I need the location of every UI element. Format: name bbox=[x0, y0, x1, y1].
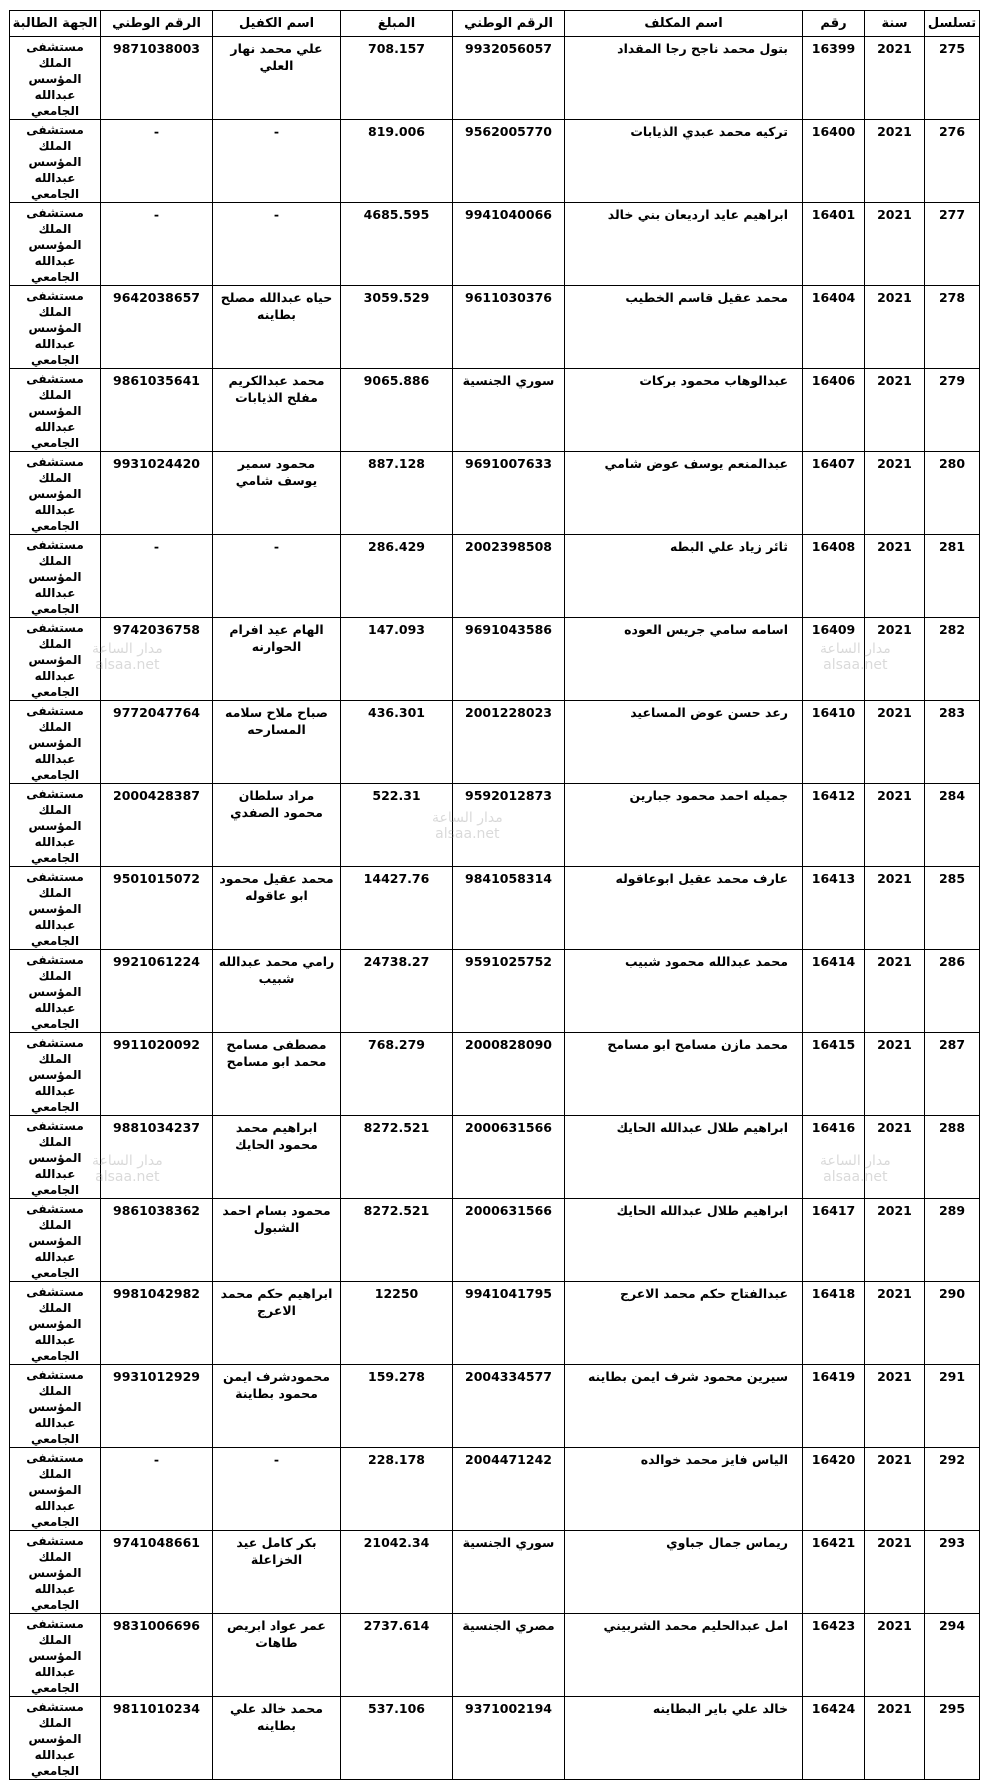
cell-guarantor-id: - bbox=[101, 535, 213, 618]
table-row bbox=[10, 120, 980, 203]
cell-guarantor-id: - bbox=[101, 120, 213, 203]
cell-guarantor-id: 9881034237 bbox=[101, 1116, 213, 1199]
cell-year: 2021 bbox=[865, 203, 925, 286]
cell-seq: 277 bbox=[925, 203, 980, 286]
cell-claimant: مستشفى الملك المؤسس عبدالله الجامعي bbox=[10, 1614, 101, 1697]
cell-amount: 14427.76 bbox=[341, 867, 453, 950]
cell-year: 2021 bbox=[865, 120, 925, 203]
cell-guarantor-name: الهام عيد افرام الحوارنه bbox=[213, 618, 341, 701]
cell-amount: 2737.614 bbox=[341, 1614, 453, 1697]
cell-year: 2021 bbox=[865, 618, 925, 701]
cell-number: 16423 bbox=[803, 1614, 865, 1697]
cell-seq: 283 bbox=[925, 701, 980, 784]
cell-national-id: 9371002194 bbox=[453, 1697, 565, 1780]
cell-taxpayer-name: ريماس جمال جباوي bbox=[565, 1531, 803, 1614]
cell-number: 16418 bbox=[803, 1282, 865, 1365]
cell-guarantor-name: ابراهيم حكم محمد الاعرج bbox=[213, 1282, 341, 1365]
cell-national-id: 9591025752 bbox=[453, 950, 565, 1033]
cell-taxpayer-name: عبدالمنعم يوسف عوض شامي bbox=[565, 452, 803, 535]
cell-national-id: 9611030376 bbox=[453, 286, 565, 369]
cell-claimant: مستشفى الملك المؤسس عبدالله الجامعي bbox=[10, 1282, 101, 1365]
cell-taxpayer-name: ابراهيم طلال عبدالله الحايك bbox=[565, 1116, 803, 1199]
cell-amount: 24738.27 bbox=[341, 950, 453, 1033]
table-row bbox=[10, 1199, 980, 1282]
cell-taxpayer-name: بتول محمد ناجح رجا المقداد bbox=[565, 37, 803, 120]
cell-taxpayer-name: محمد عبدالله محمود شبيب bbox=[565, 950, 803, 1033]
cell-claimant: مستشفى الملك المؤسس عبدالله الجامعي bbox=[10, 950, 101, 1033]
cell-guarantor-name: عمر عواد ابريص طاهات bbox=[213, 1614, 341, 1697]
cell-claimant: مستشفى الملك المؤسس عبدالله الجامعي bbox=[10, 203, 101, 286]
cell-guarantor-id: - bbox=[101, 1448, 213, 1531]
cell-amount: 819.006 bbox=[341, 120, 453, 203]
cell-amount: 8272.521 bbox=[341, 1199, 453, 1282]
cell-guarantor-id: 9921061224 bbox=[101, 950, 213, 1033]
cell-guarantor-name: محمد عبدالكريم مفلح الذيابات bbox=[213, 369, 341, 452]
table-header-row bbox=[10, 11, 980, 37]
cell-seq: 287 bbox=[925, 1033, 980, 1116]
cell-national-id: 9841058314 bbox=[453, 867, 565, 950]
cell-amount: 12250 bbox=[341, 1282, 453, 1365]
cell-amount: 768.279 bbox=[341, 1033, 453, 1116]
cell-guarantor-id: 9742036758 bbox=[101, 618, 213, 701]
cell-taxpayer-name: اسامه سامي جريس العوده bbox=[565, 618, 803, 701]
cell-guarantor-name: - bbox=[213, 203, 341, 286]
cell-number: 16400 bbox=[803, 120, 865, 203]
cell-claimant: مستشفى الملك المؤسس عبدالله الجامعي bbox=[10, 120, 101, 203]
cell-national-id: 9691043586 bbox=[453, 618, 565, 701]
cell-claimant: مستشفى الملك المؤسس عبدالله الجامعي bbox=[10, 867, 101, 950]
cell-seq: 275 bbox=[925, 37, 980, 120]
cell-amount: 4685.595 bbox=[341, 203, 453, 286]
cell-guarantor-id: 9831006696 bbox=[101, 1614, 213, 1697]
cell-number: 16407 bbox=[803, 452, 865, 535]
cell-amount: 887.128 bbox=[341, 452, 453, 535]
cell-taxpayer-name: امل عبدالحليم محمد الشربيني bbox=[565, 1614, 803, 1697]
table-body bbox=[10, 37, 980, 1780]
cell-number: 16410 bbox=[803, 701, 865, 784]
cell-amount: 9065.886 bbox=[341, 369, 453, 452]
cell-seq: 278 bbox=[925, 286, 980, 369]
cell-claimant: مستشفى الملك المؤسس عبدالله الجامعي bbox=[10, 1116, 101, 1199]
table-row bbox=[10, 1282, 980, 1365]
table-row bbox=[10, 618, 980, 701]
cell-guarantor-name: رامي محمد عبدالله شبيب bbox=[213, 950, 341, 1033]
header-taxpayer-name: اسم المكلف bbox=[565, 11, 803, 37]
cell-number: 16404 bbox=[803, 286, 865, 369]
cell-claimant: مستشفى الملك المؤسس عبدالله الجامعي bbox=[10, 1365, 101, 1448]
cell-claimant: مستشفى الملك المؤسس عبدالله الجامعي bbox=[10, 701, 101, 784]
table-row bbox=[10, 286, 980, 369]
cell-claimant: مستشفى الملك المؤسس عبدالله الجامعي bbox=[10, 618, 101, 701]
header-amount: المبلغ bbox=[341, 11, 453, 37]
table-row bbox=[10, 37, 980, 120]
cell-year: 2021 bbox=[865, 1199, 925, 1282]
cell-amount: 147.093 bbox=[341, 618, 453, 701]
table-row bbox=[10, 1697, 980, 1780]
cell-number: 16421 bbox=[803, 1531, 865, 1614]
table-row bbox=[10, 701, 980, 784]
watermark: مدار الساعة alsaa.net bbox=[820, 1153, 891, 1185]
header-guarantor-id: الرقم الوطني bbox=[101, 11, 213, 37]
cell-guarantor-id: 9931012929 bbox=[101, 1365, 213, 1448]
watermark: مدار الساعة alsaa.net bbox=[92, 1153, 163, 1185]
cell-national-id: مصري الجنسية bbox=[453, 1614, 565, 1697]
header-seq: تسلسل bbox=[925, 11, 980, 37]
cell-taxpayer-name: عبدالوهاب محمود بركات bbox=[565, 369, 803, 452]
cell-claimant: مستشفى الملك المؤسس عبدالله الجامعي bbox=[10, 1697, 101, 1780]
cell-guarantor-name: محمودشرف ايمن محمود بطاينة bbox=[213, 1365, 341, 1448]
cell-seq: 290 bbox=[925, 1282, 980, 1365]
cell-number: 16413 bbox=[803, 867, 865, 950]
header-year: سنة bbox=[865, 11, 925, 37]
table-row bbox=[10, 452, 980, 535]
cell-number: 16399 bbox=[803, 37, 865, 120]
cell-guarantor-id: 2000428387 bbox=[101, 784, 213, 867]
cell-claimant: مستشفى الملك المؤسس عبدالله الجامعي bbox=[10, 784, 101, 867]
cell-national-id: 9691007633 bbox=[453, 452, 565, 535]
cell-guarantor-name: محمد عقيل محمود ابو عاقوله bbox=[213, 867, 341, 950]
cell-claimant: مستشفى الملك المؤسس عبدالله الجامعي bbox=[10, 286, 101, 369]
cell-guarantor-id: 9772047764 bbox=[101, 701, 213, 784]
cell-claimant: مستشفى الملك المؤسس عبدالله الجامعي bbox=[10, 37, 101, 120]
watermark: مدار الساعة alsaa.net bbox=[92, 641, 163, 673]
cell-seq: 276 bbox=[925, 120, 980, 203]
cell-amount: 8272.521 bbox=[341, 1116, 453, 1199]
cell-year: 2021 bbox=[865, 784, 925, 867]
cell-year: 2021 bbox=[865, 1614, 925, 1697]
cell-number: 16401 bbox=[803, 203, 865, 286]
cell-amount: 436.301 bbox=[341, 701, 453, 784]
table-row bbox=[10, 1448, 980, 1531]
document-page bbox=[9, 10, 979, 1780]
cell-amount: 286.429 bbox=[341, 535, 453, 618]
cell-taxpayer-name: ابراهيم عايد ارديعان بني خالد bbox=[565, 203, 803, 286]
cell-year: 2021 bbox=[865, 1282, 925, 1365]
cell-year: 2021 bbox=[865, 701, 925, 784]
header-number: رقم bbox=[803, 11, 865, 37]
cell-national-id: 2004471242 bbox=[453, 1448, 565, 1531]
cell-taxpayer-name: تركيه محمد عبدي الذيابات bbox=[565, 120, 803, 203]
cell-national-id: 9941040066 bbox=[453, 203, 565, 286]
cell-claimant: مستشفى الملك المؤسس عبدالله الجامعي bbox=[10, 1199, 101, 1282]
table-row bbox=[10, 1365, 980, 1448]
cell-taxpayer-name: سيرين محمود شرف ايمن بطاينه bbox=[565, 1365, 803, 1448]
header-guarantor-name: اسم الكفيل bbox=[213, 11, 341, 37]
cell-guarantor-id: 9861035641 bbox=[101, 369, 213, 452]
cell-guarantor-id: 9861038362 bbox=[101, 1199, 213, 1282]
cell-year: 2021 bbox=[865, 950, 925, 1033]
cell-national-id: 2000631566 bbox=[453, 1199, 565, 1282]
cell-seq: 286 bbox=[925, 950, 980, 1033]
cell-year: 2021 bbox=[865, 369, 925, 452]
cell-amount: 228.178 bbox=[341, 1448, 453, 1531]
cell-claimant: مستشفى الملك المؤسس عبدالله الجامعي bbox=[10, 1448, 101, 1531]
cell-taxpayer-name: جميله احمد محمود جبارين bbox=[565, 784, 803, 867]
cell-amount: 21042.34 bbox=[341, 1531, 453, 1614]
cell-seq: 288 bbox=[925, 1116, 980, 1199]
cell-seq: 285 bbox=[925, 867, 980, 950]
cell-national-id: 2004334577 bbox=[453, 1365, 565, 1448]
cell-number: 16420 bbox=[803, 1448, 865, 1531]
cell-seq: 293 bbox=[925, 1531, 980, 1614]
cell-taxpayer-name: عبدالفتاح حكم محمد الاعرج bbox=[565, 1282, 803, 1365]
cell-seq: 280 bbox=[925, 452, 980, 535]
watermark: مدار الساعة alsaa.net bbox=[820, 641, 891, 673]
cell-amount: 3059.529 bbox=[341, 286, 453, 369]
cell-year: 2021 bbox=[865, 37, 925, 120]
cell-claimant: مستشفى الملك المؤسس عبدالله الجامعي bbox=[10, 535, 101, 618]
table-row bbox=[10, 867, 980, 950]
header-national-id: الرقم الوطني bbox=[453, 11, 565, 37]
cell-national-id: سوري الجنسية bbox=[453, 369, 565, 452]
cell-seq: 295 bbox=[925, 1697, 980, 1780]
cell-taxpayer-name: عارف محمد عقيل ابوعاقوله bbox=[565, 867, 803, 950]
cell-claimant: مستشفى الملك المؤسس عبدالله الجامعي bbox=[10, 369, 101, 452]
cell-amount: 708.157 bbox=[341, 37, 453, 120]
cell-guarantor-id: 9871038003 bbox=[101, 37, 213, 120]
cell-claimant: مستشفى الملك المؤسس عبدالله الجامعي bbox=[10, 1033, 101, 1116]
cell-year: 2021 bbox=[865, 535, 925, 618]
cell-claimant: مستشفى الملك المؤسس عبدالله الجامعي bbox=[10, 1531, 101, 1614]
cell-seq: 292 bbox=[925, 1448, 980, 1531]
table-row bbox=[10, 1116, 980, 1199]
cell-seq: 279 bbox=[925, 369, 980, 452]
cell-seq: 284 bbox=[925, 784, 980, 867]
cell-amount: 522.31 bbox=[341, 784, 453, 867]
cell-year: 2021 bbox=[865, 1531, 925, 1614]
table-row bbox=[10, 950, 980, 1033]
cell-taxpayer-name: محمد مازن مسامح ابو مسامح bbox=[565, 1033, 803, 1116]
cell-guarantor-name: محمود بسام احمد الشبول bbox=[213, 1199, 341, 1282]
cell-seq: 289 bbox=[925, 1199, 980, 1282]
cell-taxpayer-name: ابراهيم طلال عبدالله الحايك bbox=[565, 1199, 803, 1282]
table-row bbox=[10, 203, 980, 286]
cell-guarantor-id: 9811010234 bbox=[101, 1697, 213, 1780]
cell-guarantor-id: - bbox=[101, 203, 213, 286]
cell-number: 16406 bbox=[803, 369, 865, 452]
table-row bbox=[10, 535, 980, 618]
cell-guarantor-name: مراد سلطان محمود الصفدي bbox=[213, 784, 341, 867]
cell-guarantor-id: 9981042982 bbox=[101, 1282, 213, 1365]
cell-year: 2021 bbox=[865, 452, 925, 535]
cell-year: 2021 bbox=[865, 1116, 925, 1199]
cell-guarantor-name: ابراهيم محمد محمود الحايك bbox=[213, 1116, 341, 1199]
cell-year: 2021 bbox=[865, 1033, 925, 1116]
cell-claimant: مستشفى الملك المؤسس عبدالله الجامعي bbox=[10, 452, 101, 535]
cell-guarantor-id: 9741048661 bbox=[101, 1531, 213, 1614]
cell-guarantor-name: محمود سمير يوسف شامي bbox=[213, 452, 341, 535]
cell-national-id: 2001228023 bbox=[453, 701, 565, 784]
cell-guarantor-name: مصطفى مسامح محمد ابو مسامح bbox=[213, 1033, 341, 1116]
cell-national-id: 9562005770 bbox=[453, 120, 565, 203]
cell-guarantor-id: 9931024420 bbox=[101, 452, 213, 535]
cell-number: 16419 bbox=[803, 1365, 865, 1448]
table-row bbox=[10, 1033, 980, 1116]
table-row bbox=[10, 369, 980, 452]
cell-number: 16417 bbox=[803, 1199, 865, 1282]
table-row bbox=[10, 1614, 980, 1697]
claims-table bbox=[9, 10, 980, 1780]
cell-guarantor-id: 9501015072 bbox=[101, 867, 213, 950]
cell-number: 16409 bbox=[803, 618, 865, 701]
cell-guarantor-name: - bbox=[213, 535, 341, 618]
cell-year: 2021 bbox=[865, 1365, 925, 1448]
cell-guarantor-name: صباح ملاح سلامه المسارحه bbox=[213, 701, 341, 784]
cell-taxpayer-name: رعد حسن عوض المساعيد bbox=[565, 701, 803, 784]
header-claimant: الجهة الطالبة bbox=[10, 11, 101, 37]
cell-guarantor-id: 9911020092 bbox=[101, 1033, 213, 1116]
cell-guarantor-name: - bbox=[213, 1448, 341, 1531]
cell-taxpayer-name: محمد عقيل قاسم الخطيب bbox=[565, 286, 803, 369]
cell-seq: 281 bbox=[925, 535, 980, 618]
cell-year: 2021 bbox=[865, 867, 925, 950]
cell-guarantor-id: 9642038657 bbox=[101, 286, 213, 369]
cell-number: 16416 bbox=[803, 1116, 865, 1199]
cell-national-id: سوري الجنسية bbox=[453, 1531, 565, 1614]
cell-national-id: 2000631566 bbox=[453, 1116, 565, 1199]
cell-national-id: 9932056057 bbox=[453, 37, 565, 120]
cell-amount: 159.278 bbox=[341, 1365, 453, 1448]
cell-seq: 282 bbox=[925, 618, 980, 701]
cell-number: 16424 bbox=[803, 1697, 865, 1780]
cell-number: 16414 bbox=[803, 950, 865, 1033]
cell-year: 2021 bbox=[865, 1697, 925, 1780]
cell-taxpayer-name: ثائر زياد علي البطه bbox=[565, 535, 803, 618]
cell-year: 2021 bbox=[865, 1448, 925, 1531]
cell-number: 16412 bbox=[803, 784, 865, 867]
cell-year: 2021 bbox=[865, 286, 925, 369]
cell-national-id: 9592012873 bbox=[453, 784, 565, 867]
cell-number: 16408 bbox=[803, 535, 865, 618]
cell-number: 16415 bbox=[803, 1033, 865, 1116]
cell-guarantor-name: بكر كامل عيد الخزاعلة bbox=[213, 1531, 341, 1614]
cell-guarantor-name: محمد خالد علي بطاينه bbox=[213, 1697, 341, 1780]
cell-national-id: 2002398508 bbox=[453, 535, 565, 618]
cell-national-id: 2000828090 bbox=[453, 1033, 565, 1116]
cell-national-id: 9941041795 bbox=[453, 1282, 565, 1365]
table-row bbox=[10, 1531, 980, 1614]
cell-guarantor-name: - bbox=[213, 120, 341, 203]
cell-amount: 537.106 bbox=[341, 1697, 453, 1780]
cell-taxpayer-name: الياس فايز محمد خوالده bbox=[565, 1448, 803, 1531]
cell-seq: 291 bbox=[925, 1365, 980, 1448]
watermark: مدار الساعة alsaa.net bbox=[432, 810, 503, 842]
table-row bbox=[10, 784, 980, 867]
cell-taxpayer-name: خالد علي باير البطاينه bbox=[565, 1697, 803, 1780]
cell-guarantor-name: حياه عبدالله مصلح بطاينه bbox=[213, 286, 341, 369]
cell-guarantor-name: علي محمد نهار العلي bbox=[213, 37, 341, 120]
cell-seq: 294 bbox=[925, 1614, 980, 1697]
